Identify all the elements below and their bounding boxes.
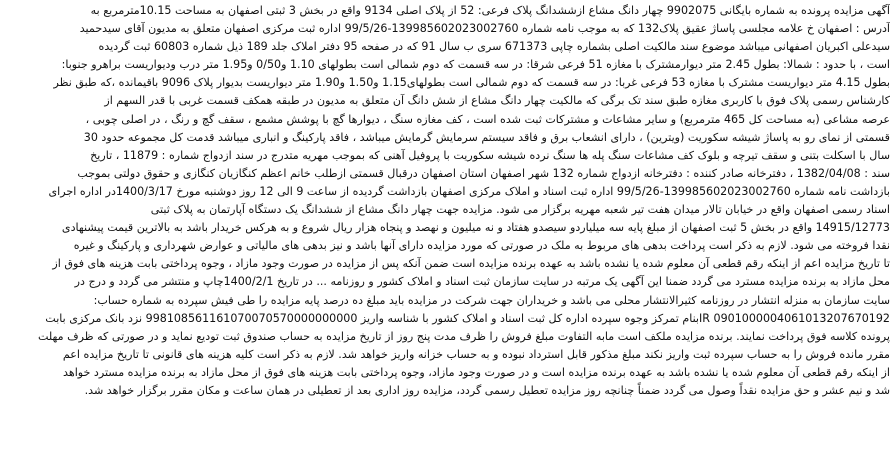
notice-line: مقرر مانده فروش را به حساب سپرده ثبت واریز نکند مبلغ مذکور قابل استرداد نبوده و به حساب خزانه واریز خواهد شد. لازم به ذکر است کلیه هزینه های قانونی تا تاریخ مزایده اعم (62, 347, 890, 361)
notice-line: است ، با حدود : شمالا: بطول 2.45 متر دیوارمشترک با مغازه 51 فرعی شرقا: در سه قسمت که دوم شمالی است بطولهای 1.10 و0/50 و1.95 متر درب ودیواریست براهرو جنوبا: (61, 58, 890, 72)
notice-line: بازداشت نامه شماره 139985602023002760-99/5/26 اداره ثبت اسناد و املاک مرکزی اصفهان بازداشت گردیده از ساعت 9 الی 12 روز دوشنبه مورخ 1400/3/17در اداره اجرای (48, 184, 890, 198)
notice-line: قسمتی از نمای رو به پاساژ شیشه سکوریت (ویترین) ، دارای انشعاب برق و فاقد سیستم سرمایش گرمایش میباشد ، فاقد پارکینگ و انباری میباشد قدمت کل مجموعه حدود 30 (83, 130, 890, 144)
notice-line: شد و نیم عشر و حق مزایده نقداً وصول می گردد ضمناً چنانچه روز مزایده تعطیل رسمی گردد، مزایده روز اداری بعد از تعطیلی در همان ساعت و مکان مقرر برگزار خواهد شد. (84, 383, 890, 397)
notice-line: 14915/12773 واقع در بخش 5 ثبت اصفهان از مبلغ پایه سه میلیاردو سیصدو هفتاد و نه میلیون و نهصد و پنجاه هزار ریال شروع و به هرکس خریدار باشد به بالاترین قیمت پیشنهادی (61, 221, 890, 235)
notice-line: بطول 4.15 متر دیواریست مشترک با مغازه 53 فرعی غربا: در سه قسمت که دوم شمالی است بطولهای1.15 و1.50 و1.90 متر دیواریست بدیوار پلاک 9096 باقیمانده ،که طبق نظر (53, 76, 890, 90)
notice-line: سیدعلی اکبریان اصفهانی میباشد موضوع سند مالکیت اصلی بشماره چاپی 671373 سری ب سال 91 که در صفحه 95 دفتر املاک جلد 189 ذیل شماره 60803 ثبت گردیده (98, 40, 890, 54)
notice-line: نقدا فروخته می شود. لازم به ذکر است پرداخت بدهی های مربوط به ملک در صورتی که مورد مزایده دارای آنها باشد و نیز بدهی های مالیاتی و عوارض شهرداری و پارکینگ و غیره (73, 239, 890, 253)
notice-line: محل مازاد به برنده مزایده مسترد می گردد ضمنا این آگهی یک مرتبه در سایت سازمان ثبت اسناد و املاک کشور و روزنامه ... در تاریخ 1400/2/1چاپ و منتشر می گردد و درج در (74, 275, 890, 289)
notice-line: اسناد رسمی اصفهان واقع در خیابان تالار میدان هفت تیر شعبه مهریه برگزار می شود. مزایده جهت چهار دانگ مشاع از ششدانگ یک دستگاه آپارتمان به پلاک ثبتی (150, 203, 890, 217)
notice-line: عرصه مشاعی (به مساحت کل 465 مترمربع) و سایر مشاعات و مشترکات ثبت شده است ، کف مغازه سنگ ، دیوارها گچ با پوشش مشمع ، سقف گچ و رنگ ، در اصلی چوبی ، (85, 112, 890, 126)
notice-line: 0901000004061013207670192 IRبنام تمرکز وجوه سپرده اداره کل ثبت اسناد و املاک کشور با شناسه واریز 998108561161070070570000000000 نزد بانک مرکزی بابت (45, 311, 890, 325)
notice-line: سند : 1382/04/08 ، دفترخانه صادر کننده : دفترخانه ازدواج شماره 132 شهر اصفهان استان اصفهان درقبال قسمتی ازطلب خانم اعظم کنگازیان کنگازی و حقوق دولتی بموجب (77, 166, 890, 180)
notice-line: آدرس : اصفهان خ علامه مجلسی پاساژ عقیق پلاک132 که به موجب نامه شماره 139985602023002760-99/5/26 اداره ثبت مرکزی اصفهان متعلق به مدیون آقای سیدحمید (79, 22, 890, 36)
notice-line: سایت سازمان به منزله انتشار در روزنامه کثیرالانتشار محلی می باشد و خریداران جهت شرکت در مزایده باید مبلغ ده درصد پایه مزایده را طی فیش سپرده به شماره حساب: (93, 293, 890, 307)
notice-line: سال با اسکلت بتنی و سقف تیرچه و بلوک کف مشاعات سنگ پله ها سنگ نرده شیشه سکوریت با پروفیل آهنی که بموجب مهریه متدرج در سند ازدواج شماره : 11879 ، تاریخ (90, 148, 890, 162)
notice-line: آگهی مزایده پرونده به شماره بایگانی 9902075 چهار دانگ مشاع ازششدانگ پلاک فرعی: 52 از پلاک اصلی 9134 واقع در بخش 3 ثبتی اصفهان به مساحت 10.15مترمربع به (90, 4, 890, 17)
notice-line: کارشناس رسمی پلاک فوق با کاربری مغازه طبق سند تک برگی که مالکیت چهار دانگ مشاع از شش دانگ آن متعلق به مدیون در طبقه همکف قسمت غربی با قدر السهم از (104, 94, 890, 108)
notice-line: پرونده کلاسه فوق پرداخت نمایند. برنده مزایده ملکف است مابه التفاوت مبلغ فروش را ظرف مدت پنج روز از تاریخ مزایده به حساب صندوق ثبت تودیع نماید و در صورتی که ظرف مهلت (37, 329, 890, 343)
notice-line: از اینکه رقم قطعی آن معلوم شده یا نشده باشد به عهده برنده مزایده است و در صورت وجود مازاد، وجوه پرداختی بابت هزینه های فوق از محل مازاد به برنده مزایده مسترد خواهد (63, 365, 890, 379)
notice-line: تا تاریخ مزایده اعم از اینکه رقم قطعی آن معلوم شده یا نشده باشد به عهده برنده مزایده است ضمن آنکه پس از مزایده در صورت وجود مازاد ، وجوه پرداختی بابت هزینه های فوق از (52, 257, 890, 271)
